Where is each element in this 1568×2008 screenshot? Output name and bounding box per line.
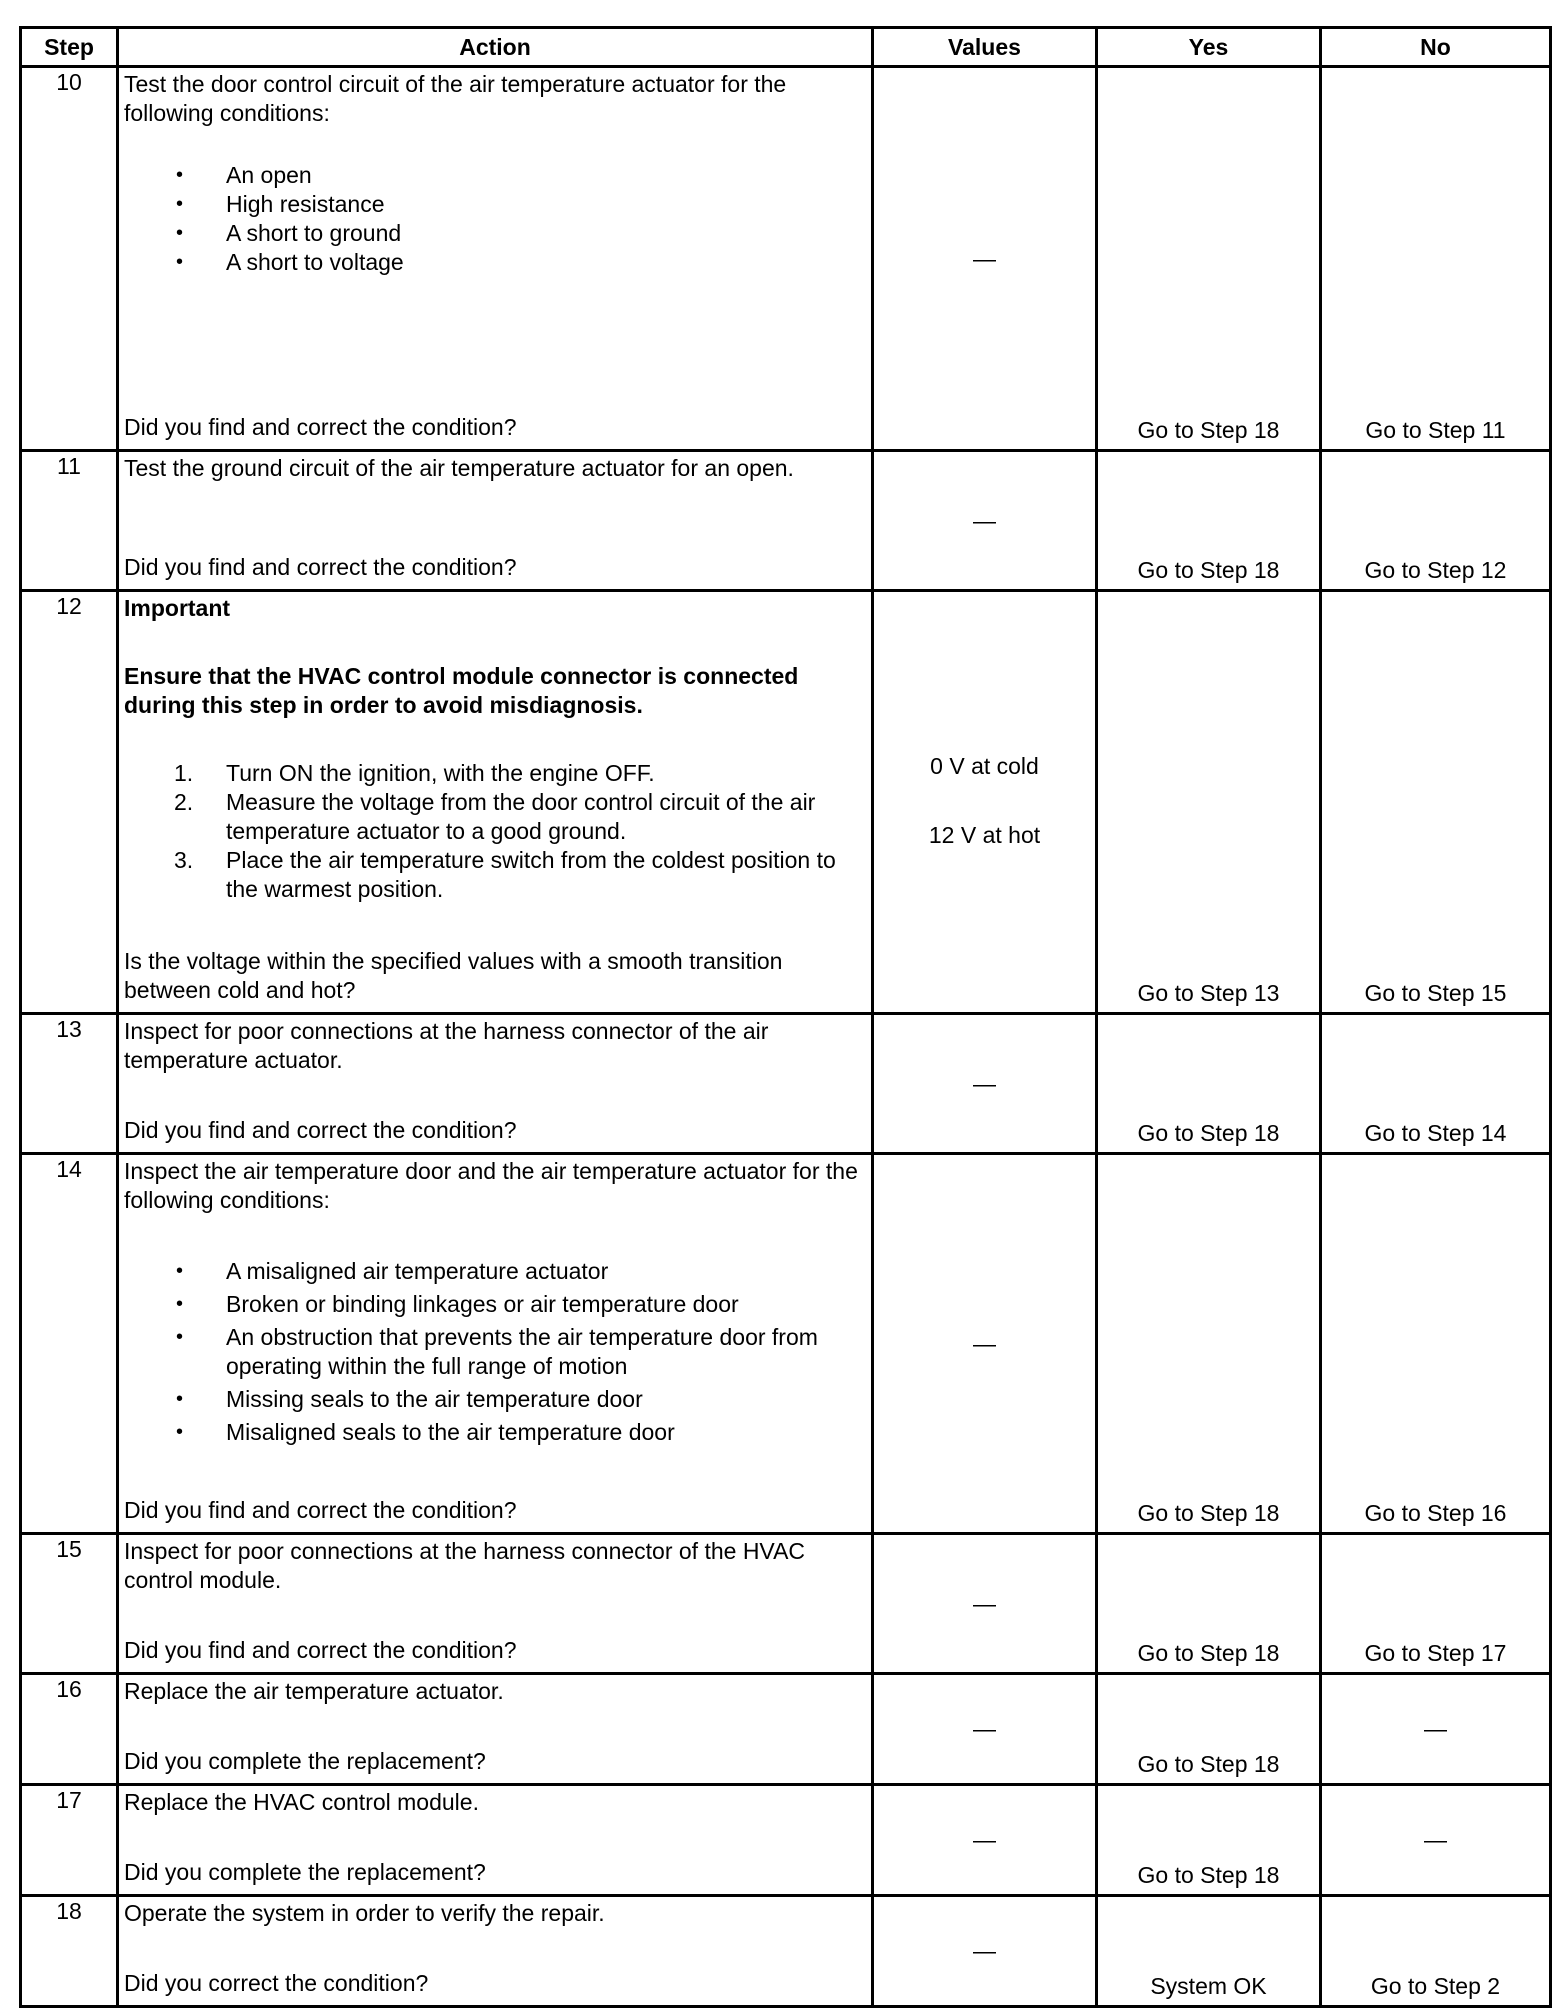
- action-cell: [118, 1534, 873, 1674]
- yes-result: Go to Step 18: [1137, 1751, 1280, 1777]
- action-cell: [118, 451, 873, 591]
- values-text: —: [973, 245, 996, 271]
- header-yes: Yes: [1097, 28, 1321, 67]
- values-cell: [873, 1674, 1097, 1785]
- yes-cell: [1097, 1674, 1321, 1785]
- header-step: Step: [21, 28, 118, 67]
- list-item: • High resistance: [124, 190, 867, 219]
- list-item: • A short to ground: [124, 219, 867, 248]
- table-row: [21, 1674, 1551, 1785]
- no-result: Go to Step 16: [1364, 1500, 1507, 1526]
- no-cell: [1321, 1674, 1551, 1785]
- condition-list: [124, 1257, 867, 1447]
- list-item: [124, 788, 867, 846]
- yes-cell: [1097, 1154, 1321, 1534]
- header-row: [21, 28, 1551, 67]
- yes-result: Go to Step 18: [1137, 557, 1280, 583]
- yes-result: Go to Step 13: [1137, 980, 1280, 1006]
- yes-cell: [1097, 1534, 1321, 1674]
- yes-cell: [1097, 1896, 1321, 2007]
- step-number: 15: [21, 1534, 118, 1674]
- action-cell: [118, 1154, 873, 1534]
- values-cell: [873, 67, 1097, 451]
- yes-cell: [1097, 1014, 1321, 1154]
- list-item: • Missing seals to the air temperature door: [124, 1385, 867, 1414]
- list-item: [124, 846, 867, 904]
- action-question: Did you find and correct the condition?: [124, 1497, 517, 1523]
- list-item: • A misaligned air temperature actuator: [124, 1257, 867, 1286]
- action-cell: [118, 1674, 873, 1785]
- values-text: —: [973, 1937, 996, 1964]
- no-cell: [1321, 591, 1551, 1014]
- action-intro: Inspect for poor connections at the harness connector of the HVAC control module.: [124, 1538, 806, 1593]
- action-intro: Test the door control circuit of the air temperature actuator for the following conditions:: [124, 71, 787, 126]
- condition-list: [124, 161, 867, 277]
- action-question: Did you find and correct the condition?: [124, 414, 517, 440]
- no-result: Go to Step 11: [1365, 417, 1506, 443]
- action-question: Did you correct the condition?: [124, 1970, 429, 1996]
- no-result: Go to Step 15: [1364, 980, 1507, 1006]
- yes-result: Go to Step 18: [1137, 1640, 1280, 1666]
- action-question: Did you find and correct the condition?: [124, 1117, 517, 1143]
- no-result: Go to Step 17: [1364, 1640, 1507, 1666]
- list-item: • A short to voltage: [124, 248, 867, 277]
- action-intro: Replace the HVAC control module.: [124, 1789, 479, 1815]
- table-row: [21, 1154, 1551, 1534]
- list-number: 2.: [174, 789, 194, 815]
- action-intro: Inspect for poor connections at the harness connector of the air temperature actuator.: [124, 1018, 769, 1073]
- step-number: 11: [21, 451, 118, 591]
- no-result: —: [1424, 1826, 1447, 1853]
- header-values: Values: [873, 28, 1097, 67]
- important-title: Important: [124, 595, 231, 621]
- table-row: [21, 1785, 1551, 1896]
- value-cold: 0 V at cold: [930, 753, 1039, 779]
- no-cell: [1321, 67, 1551, 451]
- yes-cell: [1097, 1785, 1321, 1896]
- step-number: 16: [21, 1674, 118, 1785]
- yes-result: Go to Step 18: [1137, 417, 1280, 443]
- yes-cell: [1097, 67, 1321, 451]
- action-question: Did you find and correct the condition?: [124, 554, 517, 580]
- values-text: —: [973, 1715, 996, 1742]
- step-number: 14: [21, 1154, 118, 1534]
- yes-result: System OK: [1150, 1973, 1267, 1999]
- values-cell: [873, 1534, 1097, 1674]
- no-result: Go to Step 12: [1364, 557, 1507, 583]
- no-cell: [1321, 1785, 1551, 1896]
- no-result: Go to Step 2: [1370, 1973, 1501, 1999]
- list-item: • Misaligned seals to the air temperature door: [124, 1418, 867, 1447]
- values-text: —: [973, 1826, 996, 1853]
- no-cell: [1321, 451, 1551, 591]
- list-number: 3.: [174, 847, 194, 873]
- table-row: [21, 591, 1551, 1014]
- no-cell: [1321, 1534, 1551, 1674]
- values-cell: [873, 591, 1097, 1014]
- list-item: [124, 759, 867, 788]
- action-intro: Operate the system in order to verify the repair.: [124, 1900, 605, 1926]
- values-text: —: [973, 1070, 996, 1096]
- header-action: Action: [118, 28, 873, 67]
- action-cell: [118, 1896, 873, 2007]
- values-text: —: [973, 1590, 996, 1616]
- values-cell: [873, 1154, 1097, 1534]
- table-row: [21, 451, 1551, 591]
- no-cell: [1321, 1014, 1551, 1154]
- yes-cell: [1097, 451, 1321, 591]
- values-cell: [873, 1014, 1097, 1154]
- list-text: Measure the voltage from the door control circuit of the air temperature actuator to a good ground.: [226, 789, 816, 844]
- list-number: 1.: [174, 760, 194, 786]
- action-intro: Replace the air temperature actuator.: [124, 1678, 504, 1704]
- yes-cell: [1097, 591, 1321, 1014]
- no-result: Go to Step 14: [1364, 1120, 1507, 1146]
- list-text: Turn ON the ignition, with the engine OFF.: [226, 760, 655, 786]
- yes-result: Go to Step 18: [1137, 1120, 1280, 1146]
- list-item: • Broken or binding linkages or air temperature door: [124, 1290, 867, 1319]
- action-intro: Inspect the air temperature door and the air temperature actuator for the following conditions:: [124, 1158, 858, 1213]
- step-number: 12: [21, 591, 118, 1014]
- action-question: Did you find and correct the condition?: [124, 1637, 517, 1663]
- no-cell: [1321, 1154, 1551, 1534]
- step-number: 17: [21, 1785, 118, 1896]
- table-row: [21, 1534, 1551, 1674]
- values-cell: [873, 1785, 1097, 1896]
- no-result: —: [1424, 1715, 1447, 1742]
- yes-result: Go to Step 18: [1137, 1500, 1280, 1526]
- values-text: —: [973, 507, 996, 533]
- action-cell: [118, 591, 873, 1014]
- yes-result: Go to Step 18: [1137, 1862, 1280, 1888]
- action-question: Did you complete the replacement?: [124, 1859, 486, 1885]
- header-no: No: [1321, 28, 1551, 67]
- action-question: Did you complete the replacement?: [124, 1748, 486, 1774]
- value-hot: 12 V at hot: [928, 822, 1041, 848]
- table-row: [21, 1014, 1551, 1154]
- values-cell: [873, 1896, 1097, 2007]
- action-intro: Test the ground circuit of the air temperature actuator for an open.: [124, 455, 794, 481]
- table-row: [21, 67, 1551, 451]
- values-cell: [873, 451, 1097, 591]
- action-cell: [118, 67, 873, 451]
- step-number: 13: [21, 1014, 118, 1154]
- step-number: 18: [21, 1896, 118, 2007]
- action-cell: [118, 1785, 873, 1896]
- diagnostic-table: [19, 26, 1552, 2008]
- no-cell: [1321, 1896, 1551, 2007]
- list-item: • An obstruction that prevents the air temperature door from operating within the full range of motion: [124, 1323, 867, 1381]
- important-text: Ensure that the HVAC control module connector is connected during this step in order to avoid misdiagnosis.: [124, 663, 799, 718]
- list-text: Place the air temperature switch from the coldest position to the warmest position.: [226, 847, 836, 902]
- table-row: [21, 1896, 1551, 2007]
- step-number: 10: [21, 67, 118, 451]
- procedure-list: [124, 759, 867, 904]
- values-text: —: [973, 1330, 996, 1356]
- list-item: • An open: [124, 161, 867, 190]
- action-cell: [118, 1014, 873, 1154]
- action-question: Is the voltage within the specified values with a smooth transition between cold and hot?: [124, 948, 783, 1003]
